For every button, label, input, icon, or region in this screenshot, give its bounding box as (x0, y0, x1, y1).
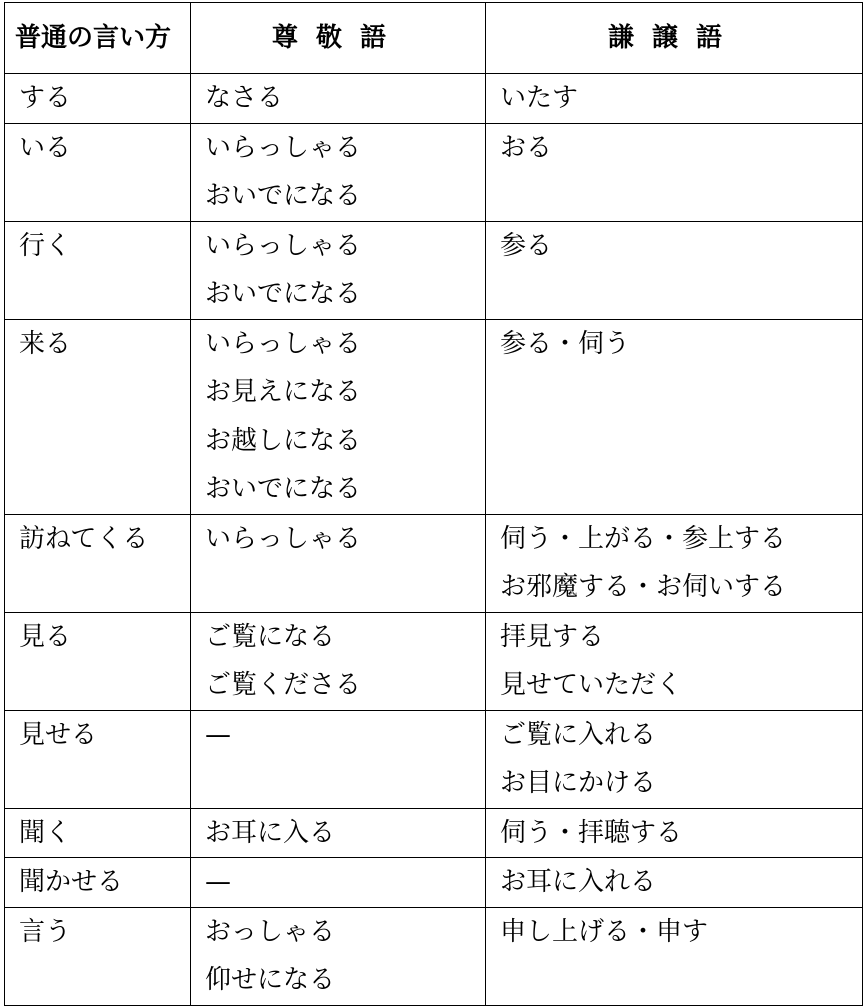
cell-plain (5, 808, 191, 858)
cell-kenjougo (486, 907, 863, 1005)
header-plain: 普通の言い方 (5, 3, 191, 74)
cell-plain (5, 221, 191, 319)
table-header (5, 3, 863, 74)
cell-plain (5, 74, 191, 124)
plain-word: 見る (19, 621, 72, 652)
table-row (5, 221, 863, 319)
plain-word: する (19, 83, 72, 113)
cell-kenjougo (486, 710, 863, 808)
table-row (5, 319, 863, 514)
cell-kenjougo (486, 74, 863, 124)
cell-plain (5, 319, 191, 514)
kenjougo-word: ご覧に入れる (500, 719, 657, 750)
cell-kenjougo (486, 514, 863, 612)
plain-word: 訪ねてくる (19, 523, 149, 554)
cell-sonkeigo (191, 808, 486, 858)
plain-word: 聞く (19, 817, 72, 848)
cell-sonkeigo (191, 858, 486, 908)
kenjougo-word: 見せていただく (500, 670, 683, 700)
sonkeigo-word: ご覧になる (205, 621, 336, 652)
cell-plain (5, 123, 191, 221)
cell-sonkeigo (191, 907, 486, 1005)
cell-sonkeigo (191, 221, 486, 319)
table-row (5, 710, 863, 808)
sonkeigo-word: おいでになる (205, 181, 362, 211)
table-body (5, 74, 863, 1006)
kenjougo-word: おる (500, 132, 553, 163)
plain-word: 行く (19, 230, 72, 261)
cell-sonkeigo (191, 319, 486, 514)
sonkeigo-word: おいでになる (205, 279, 362, 309)
table-row (5, 808, 863, 858)
plain-word: 言う (19, 916, 72, 947)
cell-plain (5, 612, 191, 710)
table-row (5, 907, 863, 1005)
sonkeigo-word: ご覧くださる (205, 670, 362, 700)
kenjougo-word: お耳に入れる (500, 867, 657, 897)
cell-kenjougo (486, 858, 863, 908)
sonkeigo-word: おいでになる (205, 474, 362, 504)
sonkeigo-word: お越しになる (205, 425, 362, 456)
header-row (5, 3, 863, 74)
cell-sonkeigo (191, 612, 486, 710)
cell-plain (5, 907, 191, 1005)
cell-kenjougo (486, 612, 863, 710)
cell-sonkeigo (191, 514, 486, 612)
sonkeigo-word: おっしゃる (205, 916, 336, 947)
table-row (5, 612, 863, 710)
sonkeigo-word: — (205, 867, 231, 897)
cell-sonkeigo (191, 123, 486, 221)
kenjougo-word: お目にかける (500, 768, 657, 798)
table-row (5, 858, 863, 908)
sonkeigo-word: いらっしゃる (205, 132, 362, 163)
plain-word: 来る (19, 328, 72, 359)
cell-kenjougo (486, 221, 863, 319)
plain-word: 見せる (19, 719, 98, 750)
plain-word: 聞かせる (19, 867, 124, 897)
sonkeigo-word: お見えになる (205, 377, 362, 407)
cell-kenjougo (486, 808, 863, 858)
cell-kenjougo (486, 123, 863, 221)
sonkeigo-word: 仰せになる (205, 965, 336, 995)
kenjougo-word: 参る・伺う (500, 328, 631, 359)
table-row (5, 123, 863, 221)
sonkeigo-word: なさる (205, 83, 284, 113)
header-sonkeigo: 尊敬語 (191, 3, 486, 74)
cell-plain (5, 514, 191, 612)
sonkeigo-word: お耳に入る (205, 817, 336, 848)
kenjougo-word: いたす (500, 83, 579, 113)
table-row (5, 74, 863, 124)
header-kenjougo: 謙譲語 (486, 3, 863, 74)
kenjougo-word: 参る (500, 230, 553, 261)
sonkeigo-word: いらっしゃる (205, 328, 362, 359)
kenjougo-word: 伺う・上がる・参上する (500, 523, 787, 554)
cell-kenjougo (486, 319, 863, 514)
kenjougo-word: 申し上げる・申す (500, 916, 709, 947)
sonkeigo-word: いらっしゃる (205, 523, 362, 554)
sonkeigo-word: — (205, 719, 231, 750)
kenjougo-word: お邪魔する・お伺いする (500, 572, 787, 602)
cell-sonkeigo (191, 710, 486, 808)
table-row (5, 514, 863, 612)
kenjougo-word: 伺う・拝聴する (500, 817, 683, 848)
cell-plain (5, 710, 191, 808)
sonkeigo-word: いらっしゃる (205, 230, 362, 261)
cell-sonkeigo (191, 74, 486, 124)
plain-word: いる (19, 132, 72, 163)
cell-plain (5, 858, 191, 908)
kenjougo-word: 拝見する (500, 621, 605, 652)
keigo-table (4, 2, 863, 1006)
